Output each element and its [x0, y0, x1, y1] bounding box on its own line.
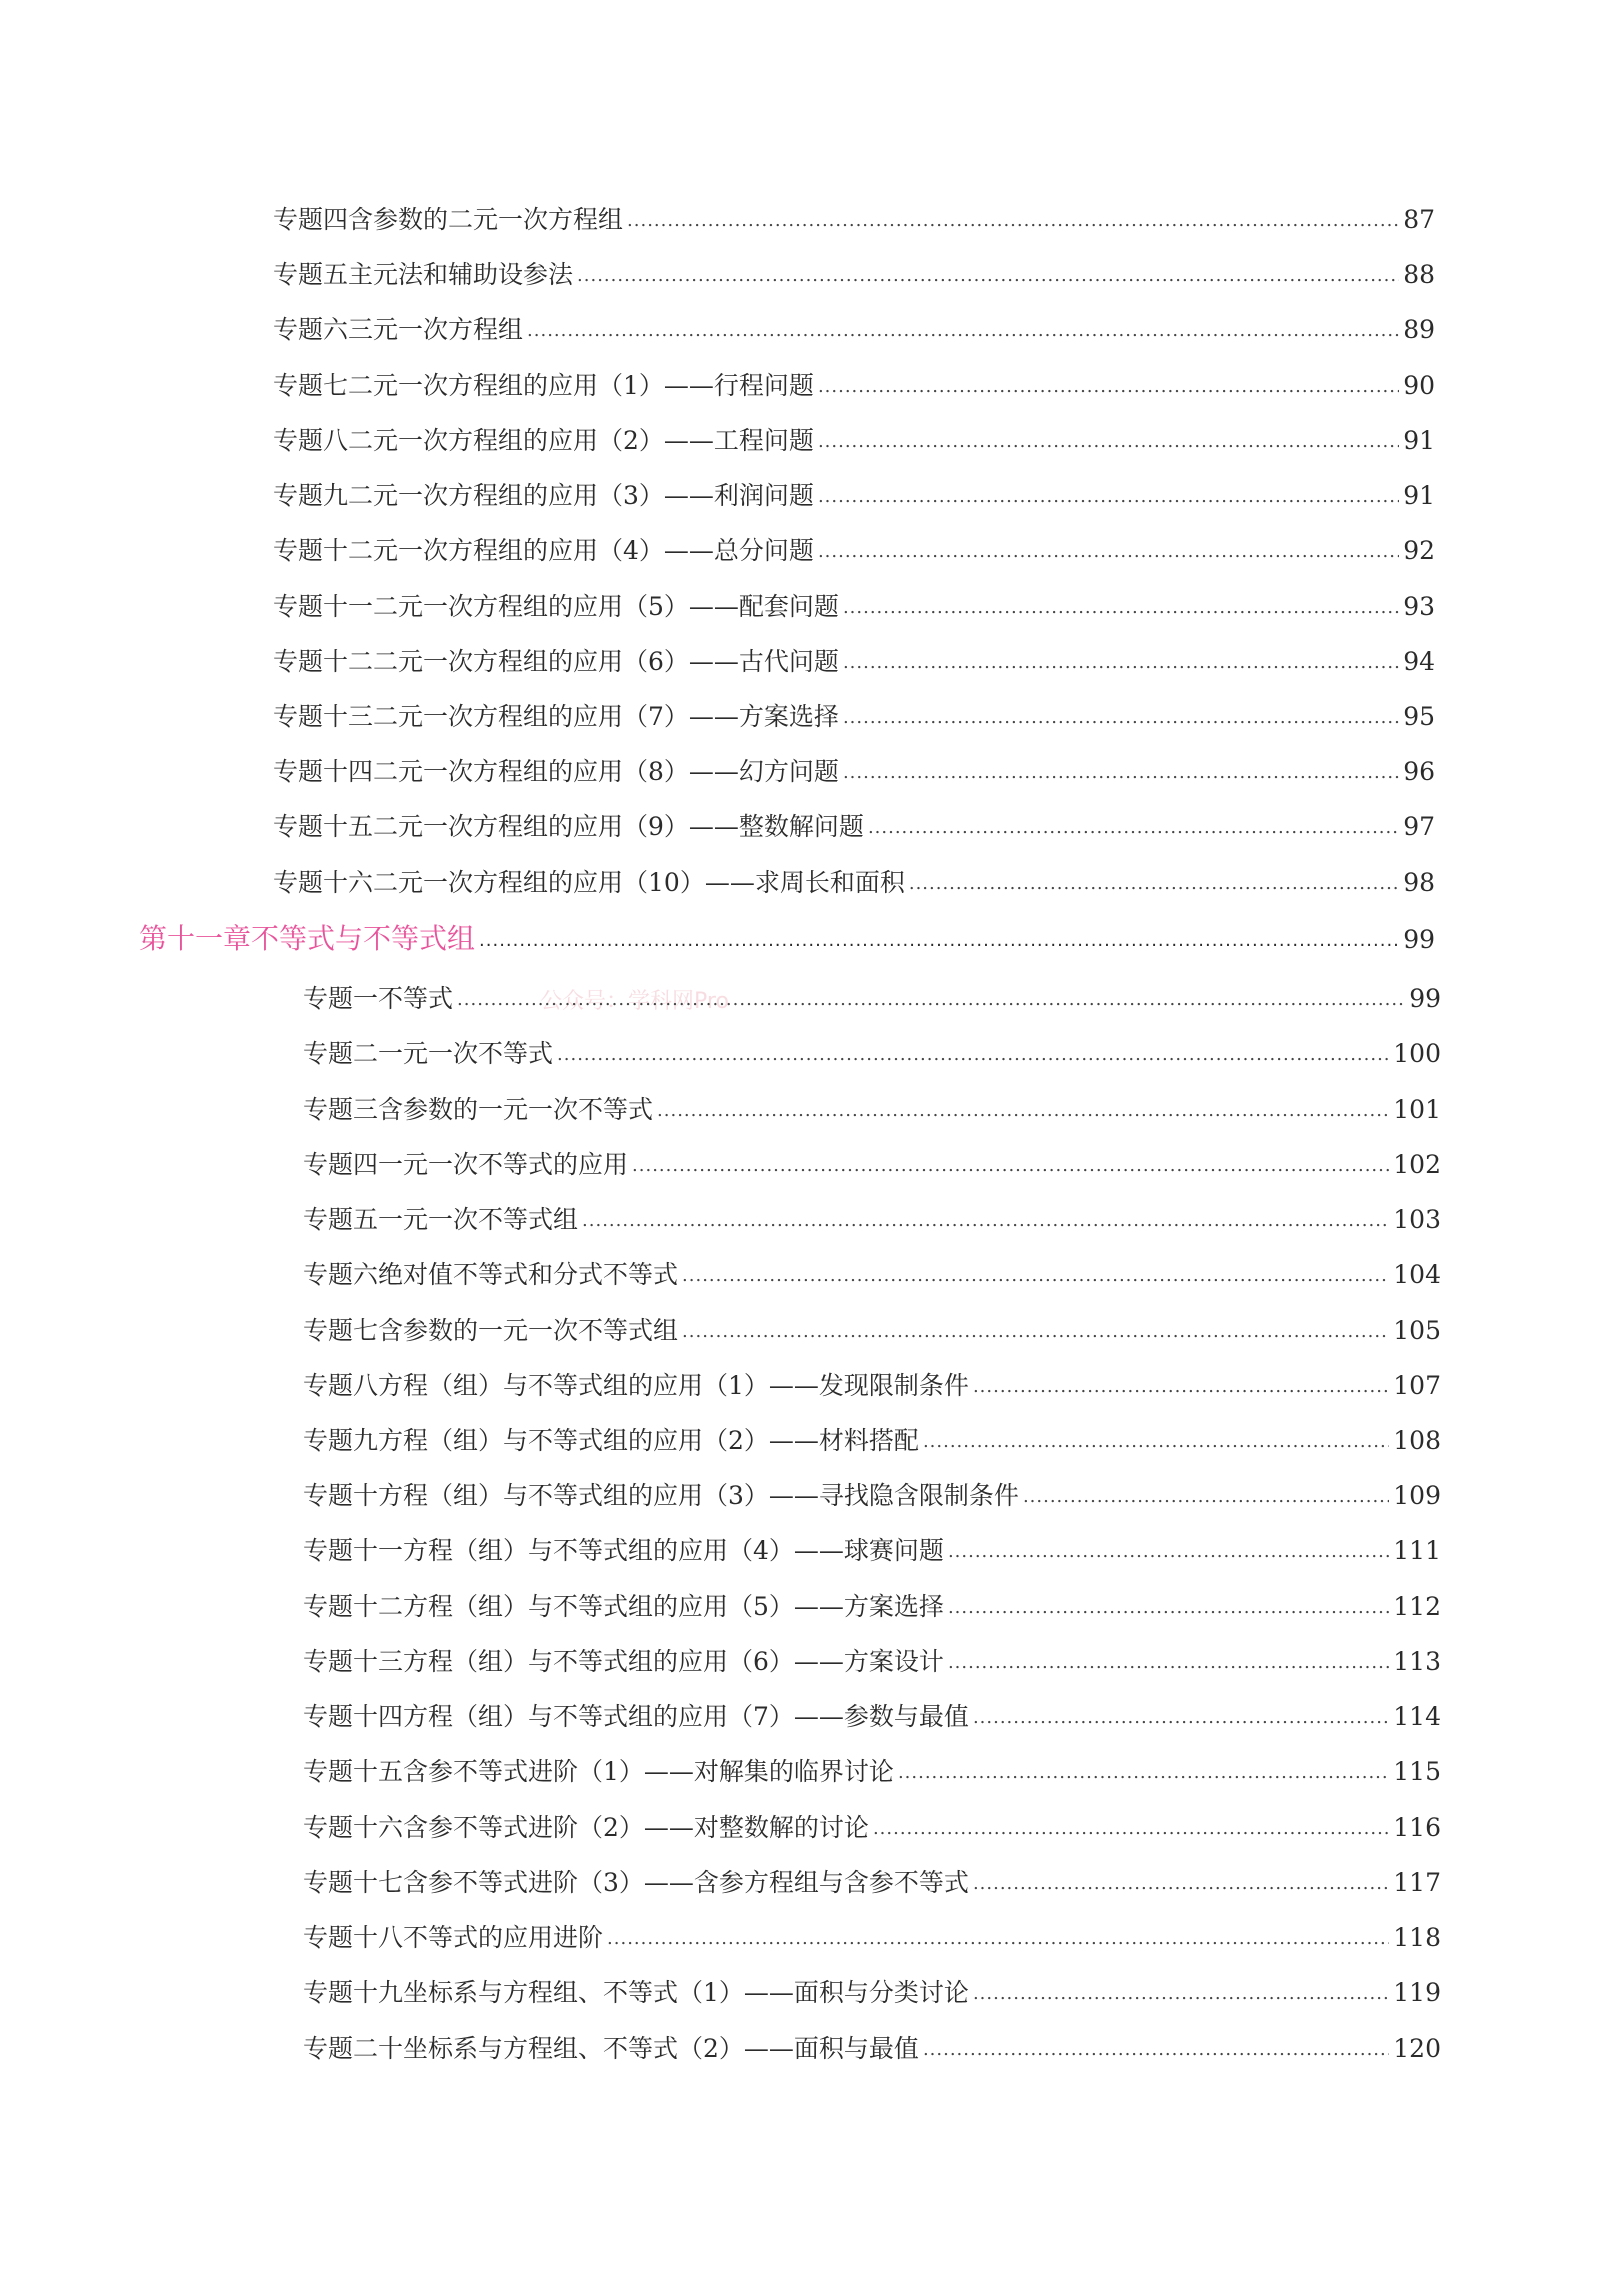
- dot-leader: [973, 1367, 1389, 1407]
- dot-leader: [632, 1146, 1389, 1186]
- dot-leader: [948, 1532, 1389, 1572]
- toc-entry-label: 专题八: [303, 1371, 379, 1400]
- dot-leader: [818, 422, 1399, 462]
- toc-entry[interactable]: [273, 476, 1435, 516]
- toc-entry-page: 113: [1393, 1647, 1441, 1676]
- toc-entry[interactable]: [303, 1476, 1441, 1516]
- toc-entry-label: 专题十一: [273, 592, 374, 621]
- toc-entry-page: 92: [1403, 536, 1435, 565]
- toc-entry[interactable]: [303, 1366, 1441, 1406]
- toc-entry-page: 101: [1393, 1095, 1441, 1124]
- dot-leader: [973, 1698, 1389, 1738]
- toc-entry[interactable]: [303, 1587, 1441, 1627]
- toc-entry-title: 二元一次方程组的应用（9）——整数解问题: [373, 812, 864, 841]
- toc-entry-page: 120: [1393, 2034, 1441, 2063]
- toc-entry[interactable]: [273, 366, 1435, 406]
- toc-entry-label: 专题五: [273, 260, 349, 289]
- toc-entry-page: 99: [1409, 984, 1441, 1013]
- dot-leader: [843, 698, 1399, 738]
- toc-entry[interactable]: [303, 1531, 1441, 1571]
- toc-entry-page: 91: [1403, 426, 1435, 455]
- dot-leader: [479, 921, 1399, 961]
- toc-entry-title: 方程（组）与不等式组的应用（7）——参数与最值: [403, 1702, 969, 1731]
- toc-entry-title: 二元一次方程组的应用（6）——古代问题: [373, 647, 839, 676]
- dot-leader: [527, 311, 1399, 351]
- chapter-page: 99: [1403, 925, 1435, 954]
- toc-entry-label: 专题二十: [303, 2034, 404, 2063]
- watermark: 公众号：学科网Pro: [540, 989, 729, 1014]
- toc-entry[interactable]: [303, 1697, 1441, 1737]
- toc-entry-label: 专题十八: [303, 1923, 404, 1952]
- toc-entry[interactable]: [303, 1034, 1441, 1074]
- toc-entry-page: 103: [1393, 1205, 1441, 1234]
- toc-entry-title: 一元一次不等式的应用: [378, 1150, 629, 1179]
- dot-leader: [843, 588, 1399, 628]
- chapter-title: 不等式与不等式组: [251, 922, 476, 955]
- dot-leader: [868, 808, 1399, 848]
- toc-entry-label: 专题十: [273, 536, 349, 565]
- toc-entry-page: 90: [1403, 371, 1435, 400]
- toc-entry[interactable]: [303, 979, 1441, 1019]
- toc-entry-page: 87: [1403, 205, 1435, 234]
- toc-entry-title: 二元一次方程组的应用（10）——求周长和面积: [373, 868, 905, 897]
- toc-entry-page: 96: [1403, 757, 1435, 786]
- toc-entry-title: 二元一次方程组的应用（2）——工程问题: [348, 426, 814, 455]
- toc-entry-label: 专题十二: [303, 1592, 404, 1621]
- toc-entry-page: 118: [1393, 1923, 1441, 1952]
- toc-entry-label: 专题八: [273, 426, 349, 455]
- toc-entry-page: 95: [1403, 702, 1435, 731]
- toc-entry-page: 114: [1393, 1702, 1441, 1731]
- toc-entry-title: 含参数的一元一次不等式: [378, 1095, 654, 1124]
- toc-entry-title: 含参不等式进阶（3）——含参方程组与含参不等式: [403, 1868, 969, 1897]
- dot-leader: [607, 1919, 1389, 1959]
- toc-entry-page: 97: [1403, 812, 1435, 841]
- toc-entry-label: 专题十四: [303, 1702, 404, 1731]
- toc-entry-page: 102: [1393, 1150, 1441, 1179]
- dot-leader: [582, 1201, 1389, 1241]
- toc-entry-page: 116: [1393, 1813, 1441, 1842]
- toc-entry-page: 109: [1393, 1481, 1441, 1510]
- toc-entry-title: 不等式的应用进阶: [403, 1923, 604, 1952]
- toc-entry[interactable]: [273, 421, 1435, 461]
- chapter-heading[interactable]: [139, 919, 1435, 959]
- toc-entry-title: 二元一次方程组的应用（5）——配套问题: [373, 592, 839, 621]
- toc-entry-title: 二元一次方程组的应用（8）——幻方问题: [373, 757, 839, 786]
- dot-leader: [948, 1643, 1389, 1683]
- toc-entry-label: 专题三: [303, 1095, 379, 1124]
- toc-entry[interactable]: [303, 1421, 1441, 1461]
- toc-entry[interactable]: [273, 587, 1435, 627]
- toc-entry-title: 含参不等式进阶（1）——对解集的临界讨论: [403, 1757, 894, 1786]
- toc-entry[interactable]: [273, 807, 1435, 847]
- toc-entry[interactable]: [273, 255, 1435, 295]
- toc-entry-page: 105: [1393, 1316, 1441, 1345]
- toc-entry-title: 方程（组）与不等式组的应用（6）——方案设计: [403, 1647, 944, 1676]
- toc-entry-title: 二元一次方程组的应用（1）——行程问题: [348, 371, 814, 400]
- toc-entry-page: 98: [1403, 868, 1435, 897]
- toc-entry-title: 三元一次方程组: [348, 315, 524, 344]
- toc-entry-label: 专题十一: [303, 1536, 404, 1565]
- toc-entry-label: 专题十四: [273, 757, 374, 786]
- toc-entry-page: 104: [1393, 1260, 1441, 1289]
- dot-leader: [682, 1256, 1389, 1296]
- toc-entry-page: 115: [1393, 1757, 1441, 1786]
- toc-entry-page: 108: [1393, 1426, 1441, 1455]
- toc-entry-label: 专题十五: [273, 812, 374, 841]
- toc-entry-page: 93: [1403, 592, 1435, 621]
- toc-entry-page: 119: [1393, 1978, 1441, 2007]
- dot-leader: [873, 1809, 1389, 1849]
- toc-entry-page: 111: [1393, 1536, 1441, 1565]
- toc-entry-label: 专题十: [303, 1481, 379, 1510]
- dot-leader: [898, 1753, 1389, 1793]
- toc-entry[interactable]: [303, 1752, 1441, 1792]
- toc-entry-page: 91: [1403, 481, 1435, 510]
- toc-entry-page: 94: [1403, 647, 1435, 676]
- dot-leader: [577, 256, 1399, 296]
- toc-entry-page: 117: [1393, 1868, 1441, 1897]
- toc-entry[interactable]: [303, 1808, 1441, 1848]
- toc-entry-label: 专题十六: [303, 1813, 404, 1842]
- toc-entry-label: 专题十五: [303, 1757, 404, 1786]
- toc-entry-title: 二元一次方程组的应用（4）——总分问题: [348, 536, 814, 565]
- toc-entry-title: 方程（组）与不等式组的应用（1）——发现限制条件: [378, 1371, 969, 1400]
- dot-leader: [843, 643, 1399, 683]
- toc-entry[interactable]: [273, 200, 1435, 240]
- toc-entry[interactable]: [303, 2029, 1441, 2069]
- toc-entry[interactable]: [303, 1642, 1441, 1682]
- toc-entry-label: 专题四: [273, 205, 349, 234]
- toc-entry[interactable]: [273, 531, 1435, 571]
- toc-entry-label: 专题六: [273, 315, 349, 344]
- dot-leader: [657, 1091, 1389, 1131]
- toc-entry-label: 专题七: [303, 1316, 379, 1345]
- toc-entry-label: 专题一: [303, 984, 379, 1013]
- dot-leader: [457, 980, 1405, 1020]
- dot-leader: [909, 864, 1399, 904]
- dot-leader: [818, 477, 1399, 517]
- dot-leader: [843, 753, 1399, 793]
- dot-leader: [818, 532, 1399, 572]
- toc-entry-page: 112: [1393, 1592, 1441, 1621]
- toc-entry-title: 方程（组）与不等式组的应用（4）——球赛问题: [403, 1536, 944, 1565]
- toc-entry-title: 二元一次方程组的应用（3）——利润问题: [348, 481, 814, 510]
- toc-entry[interactable]: [273, 310, 1435, 350]
- toc-entry[interactable]: [303, 1255, 1441, 1295]
- toc-entry-title: 含参数的二元一次方程组: [348, 205, 624, 234]
- toc-entry-title: 方程（组）与不等式组的应用（5）——方案选择: [403, 1592, 944, 1621]
- toc-entry-label: 专题五: [303, 1205, 379, 1234]
- toc-entry-page: 100: [1393, 1039, 1441, 1068]
- toc-entry-label: 专题四: [303, 1150, 379, 1179]
- toc-entry[interactable]: [303, 1200, 1441, 1240]
- toc-entry-title: 绝对值不等式和分式不等式: [378, 1260, 679, 1289]
- toc-entry-label: 专题六: [303, 1260, 379, 1289]
- toc-entry-title: 坐标系与方程组、不等式（1）——面积与分类讨论: [403, 1978, 969, 2007]
- dot-leader: [557, 1035, 1389, 1075]
- dot-leader: [1023, 1477, 1389, 1517]
- toc-entry-label: 专题十二: [273, 647, 374, 676]
- dot-leader: [923, 1422, 1389, 1462]
- toc-entry-title: 一元一次不等式组: [378, 1205, 579, 1234]
- toc-entry-title: 方程（组）与不等式组的应用（2）——材料搭配: [378, 1426, 919, 1455]
- toc-entry[interactable]: [273, 863, 1435, 903]
- toc-entry[interactable]: [303, 1918, 1441, 1958]
- toc-entry[interactable]: [273, 642, 1435, 682]
- toc-entry-title: 含参数的一元一次不等式组: [378, 1316, 679, 1345]
- dot-leader: [973, 1974, 1389, 2014]
- toc-entry-label: 专题十六: [273, 868, 374, 897]
- toc-entry-page: 89: [1403, 315, 1435, 344]
- toc-entry-title: 二元一次方程组的应用（7）——方案选择: [373, 702, 839, 731]
- toc-entry[interactable]: [303, 1863, 1441, 1903]
- toc-entry-page: 88: [1403, 260, 1435, 289]
- toc-entry-label: 专题七: [273, 371, 349, 400]
- toc-entry-title: 一元一次不等式: [378, 1039, 554, 1068]
- toc-entry[interactable]: [303, 1145, 1441, 1185]
- dot-leader: [923, 2030, 1389, 2070]
- toc-entry-title: 主元法和辅助设参法: [348, 260, 574, 289]
- dot-leader: [973, 1864, 1389, 1904]
- chapter-label: 第十一章: [139, 922, 252, 955]
- toc-entry-label: 专题二: [303, 1039, 379, 1068]
- toc-entry-label: 专题九: [303, 1426, 379, 1455]
- dot-leader: [627, 201, 1399, 241]
- toc-entry-label: 专题十三: [303, 1647, 404, 1676]
- toc-entry-label: 专题十七: [303, 1868, 404, 1897]
- toc-entry-label: 专题九: [273, 481, 349, 510]
- toc-entry-title: 方程（组）与不等式组的应用（3）——寻找隐含限制条件: [378, 1481, 1019, 1510]
- dot-leader: [682, 1312, 1389, 1352]
- toc-entry-title: 含参不等式进阶（2）——对整数解的讨论: [403, 1813, 869, 1842]
- toc-entry-title: 坐标系与方程组、不等式（2）——面积与最值: [403, 2034, 919, 2063]
- toc-entry[interactable]: [273, 752, 1435, 792]
- toc-entry-title: 不等式: [378, 984, 454, 1013]
- toc-entry[interactable]: [303, 1973, 1441, 2013]
- toc-entry[interactable]: [303, 1311, 1441, 1351]
- toc-entry[interactable]: [273, 697, 1435, 737]
- toc-entry-label: 专题十三: [273, 702, 374, 731]
- toc-entry-page: 107: [1393, 1371, 1441, 1400]
- toc-entry[interactable]: [303, 1090, 1441, 1130]
- toc-entry-label: 专题十九: [303, 1978, 404, 2007]
- dot-leader: [818, 367, 1399, 407]
- dot-leader: [948, 1588, 1389, 1628]
